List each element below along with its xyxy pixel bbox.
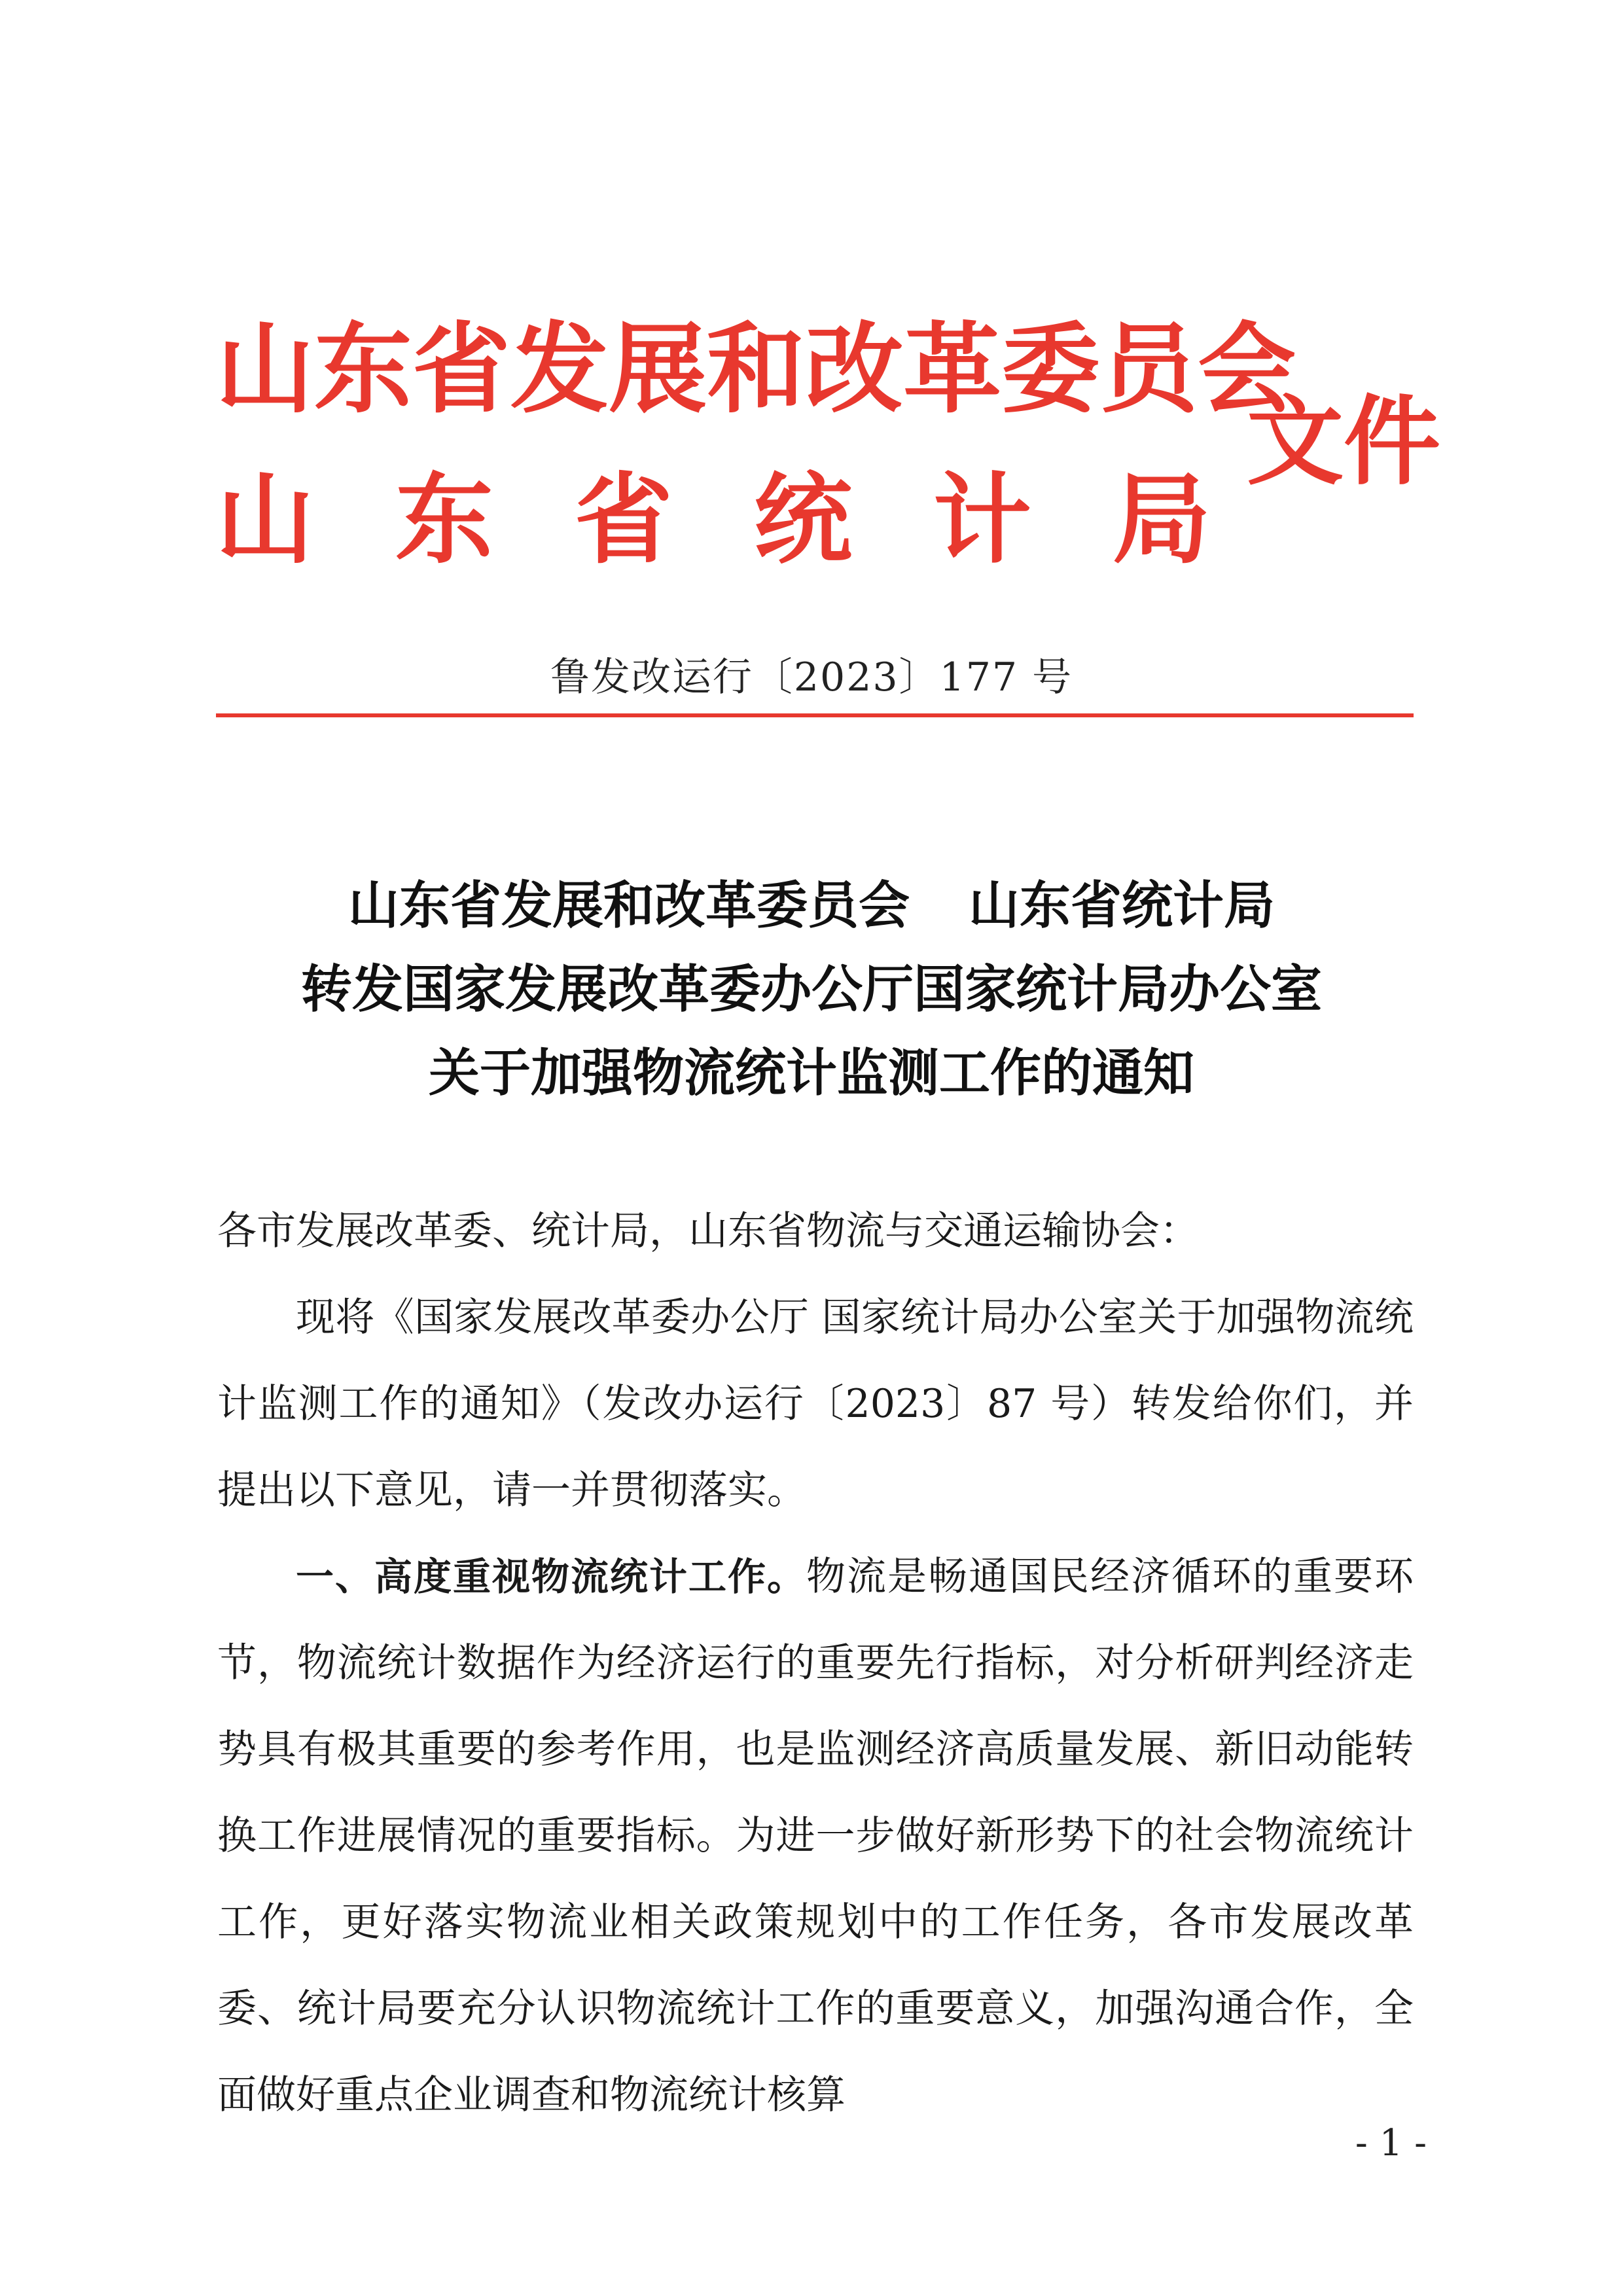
title-org-1: 山东省发展和改革委员会 [348, 876, 910, 935]
org-char: 山 [216, 313, 315, 427]
org-char: 和 [707, 313, 806, 427]
org-char: 山 [216, 463, 315, 577]
org-char: 省 [412, 313, 511, 427]
title-line-2: 转发国家发展改革委办公厅国家统计局办公室 [300, 960, 1322, 1019]
document-body [217, 1188, 1414, 2138]
document-type-label: 文件 [1247, 386, 1440, 498]
org-char: 员 [1099, 313, 1198, 427]
paragraph-section-1 [217, 1534, 1414, 2138]
issuing-org-ndrc [216, 311, 1296, 429]
document-header [0, 0, 1623, 733]
page-number: - 1 - [1355, 2122, 1427, 2164]
org-char: 发 [510, 313, 609, 427]
document-title [0, 864, 1623, 1115]
org-char: 计 [933, 463, 1031, 577]
org-char: 统 [753, 463, 852, 577]
org-char: 会 [1198, 313, 1296, 427]
org-char: 展 [609, 313, 707, 427]
document-number: 鲁发改运行〔2023〕177 号 [550, 655, 1073, 700]
section-heading-1: 一、高度重视物流统计工作。 [296, 1554, 806, 1599]
org-char: 省 [574, 463, 673, 577]
salutation: 各市发展改革委、统计局，山东省物流与交通运输协会： [217, 1208, 1199, 1254]
title-line-1 [0, 864, 1623, 948]
title-org-2: 山东省统计局 [969, 876, 1275, 935]
org-char: 革 [903, 313, 1002, 427]
org-char: 东 [395, 463, 493, 577]
issuing-org-statistics [216, 461, 1211, 579]
red-separator-line [216, 713, 1414, 717]
org-char: 东 [314, 313, 413, 427]
org-char: 局 [1112, 463, 1211, 577]
section-text-1: 物流是畅通国民经济循环的重要环节，物流统计数据作为经济运行的重要先行指标，对分析研判经济走势具有极其重要的参考作用，也是监测经济高质量发展、新旧动能转换工作进展情况的重要指标。为进一步做好新形势下的社会物流统计工作，更好落实物流业相关政策规划中的工作任务，各市发展改革委、统计局要充分认识物流统计工作的重要意义，加强沟通合作，全面做好重点企业调查和物流统计核算 [217, 1554, 1414, 2118]
org-char: 改 [805, 313, 904, 427]
title-line-3: 关于加强物流统计监测工作的通知 [428, 1043, 1194, 1103]
paragraph-intro: 现将《国家发展改革委办公厅 国家统计局办公室关于加强物流统计监测工作的通知》（发改办运行〔2023〕87 号）转发给你们，并提出以下意见，请一并贯彻落实。 [217, 1295, 1414, 1513]
org-char: 委 [1001, 313, 1100, 427]
